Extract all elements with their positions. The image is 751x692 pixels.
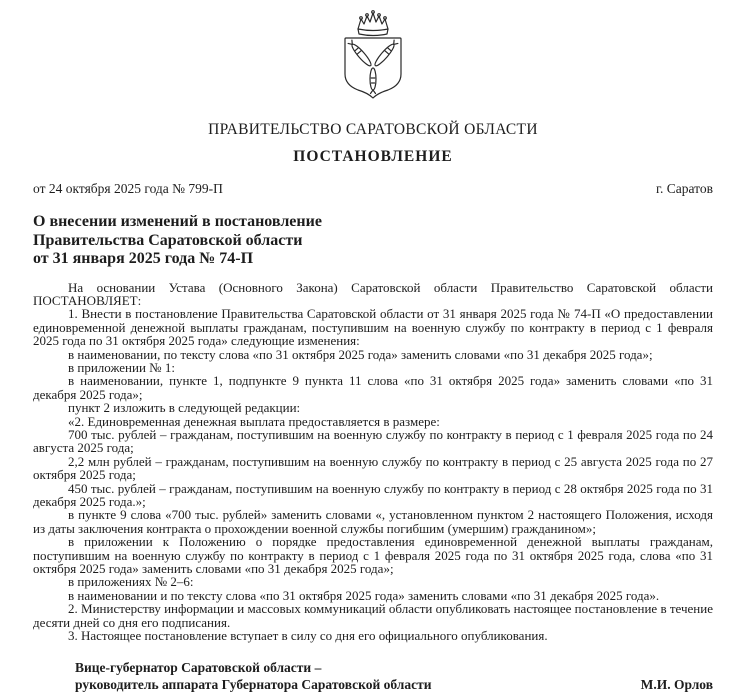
paragraph: 700 тыс. рублей – гражданам, поступившим на военную службу по контракту в период с 1 февраля 2025 года по 24 августа 2025 года; — [33, 426, 713, 456]
paragraph: в наименовании, пункте 1, подпункте 9 пункта 11 слова «по 31 октября 2025 года» заменить словами «по 31 декабря 2025 года»; — [33, 373, 713, 402]
document-type: ПОСТАНОВЛЕНИЕ — [293, 148, 453, 165]
date-number: от 24 октября 2025 года № 799-П — [33, 181, 223, 196]
saratov-coat-of-arms-icon — [330, 8, 416, 100]
paragraph: в наименовании, по тексту слова «по 31 октября 2025 года» заменить словами «по 31 декабря 2025 года»; — [68, 346, 653, 362]
paragraph: 1. Внести в постановление Правительства Саратовской области от 31 января 2025 года № 74-П «О предоставлении единовременной денежной выплаты гражданам, поступившим на военную службу по контракту в период с 1 февраля 2025 года по 31 октября 2025 года» следующие изменения: — [33, 306, 713, 349]
paragraph: в приложениях № 2–6: — [68, 574, 194, 590]
title-line: Правительства Саратовской области — [33, 231, 303, 249]
document-title — [33, 213, 713, 269]
title-line: от 31 января 2025 года № 74-П — [33, 250, 254, 267]
coat-of-arms — [33, 8, 713, 105]
paragraph: в пункте 9 слова «700 тыс. рублей» заменить словами «, установленном пунктом 2 настоящего Положения, исходя из даты заключения контракта о прохождении военной службы погибшим (умершим) гражданином»; — [33, 507, 713, 536]
signatory-name: М.И. Орлов — [640, 677, 713, 692]
org-name: ПРАВИТЕЛЬСТВО САРАТОВСКОЙ ОБЛАСТИ — [208, 121, 538, 138]
signatory-position-line: руководитель аппарата Губернатора Саратовской области — [75, 677, 432, 692]
paragraph: 2. Министерству информации и массовых коммуникаций области опубликовать настоящее постановление в течение десяти дней со дня его подписания. — [33, 601, 713, 630]
paragraph: «2. Единовременная денежная выплата предоставляется в размере: — [68, 413, 440, 429]
title-line: О внесении изменений в постановление — [33, 213, 322, 230]
paragraph: в приложении № 1: — [68, 359, 175, 375]
signatory-position-line: Вице-губернатор Саратовской области – — [75, 660, 322, 676]
paragraph: в наименовании и по тексту слова «по 31 октября 2025 года» заменить словами «по 31 декабря 2025 года». — [68, 587, 660, 603]
city: г. Саратов — [656, 181, 713, 196]
signature-block — [33, 659, 713, 692]
signatory-position — [33, 659, 432, 692]
paragraph: 450 тыс. рублей – гражданам, поступившим на военную службу по контракту в период с 28 октября 2025 года по 31 декабря 2025 года.»; — [33, 480, 713, 509]
paragraph: 3. Настоящее постановление вступает в силу со дня его официального опубликования. — [68, 628, 548, 644]
meta-row — [33, 181, 713, 197]
paragraph: в приложении к Положению о порядке предоставления единовременной денежной выплаты гражданам, поступившим на военную службу по контракту в период с 1 февраля 2025 года по 31 октября 2025 года, слова «по 31 октября 2025 года» заменить словами «по 31 декабря 2025 года»; — [33, 534, 713, 577]
paragraph: На основании Устава (Основного Закона) Саратовской области Правительство Саратовской области ПОСТАНОВЛЯЕТ: — [33, 279, 713, 308]
paragraph: пункт 2 изложить в следующей редакции: — [68, 400, 301, 416]
document-body — [33, 281, 713, 643]
paragraph: 2,2 млн рублей – гражданам, поступившим на военную службу по контракту в период с 25 августа 2025 года по 27 октября 2025 года; — [33, 453, 713, 483]
